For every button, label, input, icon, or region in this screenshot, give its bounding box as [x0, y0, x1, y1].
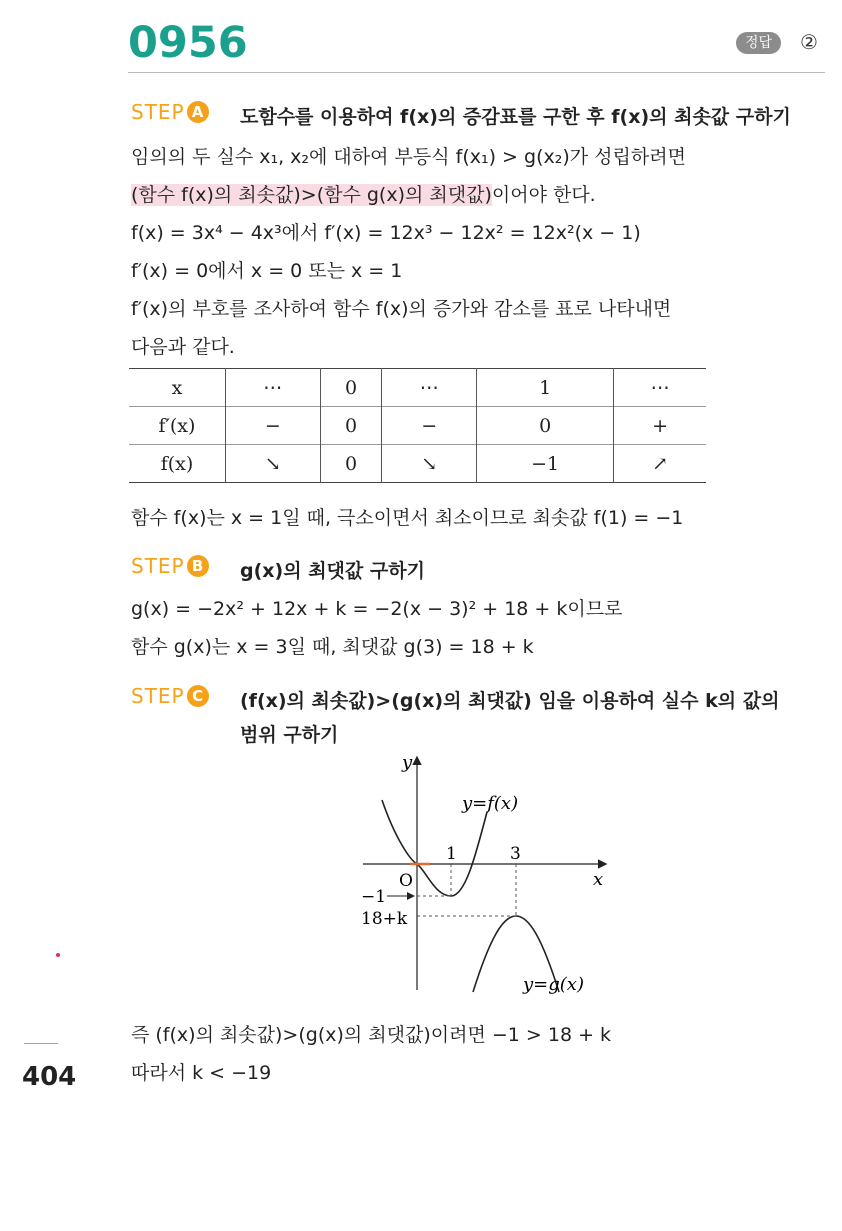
- step-c-title-2: 범위 구하기: [240, 724, 339, 746]
- decorative-dot: [56, 953, 60, 957]
- step-b-line-1: g(x) = −2x² + 12x + k = −2(x − 3)² + 18 + k이므로: [131, 598, 623, 620]
- min-value-label: −1: [361, 887, 387, 907]
- table-cell: f(x): [160, 452, 194, 475]
- step-a-line-3: f(x) = 3x⁴ − 4x³에서 f′(x) = 12x³ − 12x² = 12x²(x − 1): [131, 222, 641, 244]
- max-value-label: 18+k: [361, 909, 408, 929]
- step-c-title-1: (f(x)의 최솟값)>(g(x)의 최댓값) 임을 이용하여 실수 k의 값의: [240, 690, 780, 712]
- step-b-label: [131, 554, 209, 578]
- answer-badge: 정답: [736, 32, 781, 54]
- table-cell: −: [382, 407, 477, 445]
- table-cell: ↗: [614, 445, 706, 483]
- table-row: [129, 445, 706, 483]
- table-cell: 0: [477, 407, 614, 445]
- table-cell: ↘: [382, 445, 477, 483]
- table-cell: f′(x): [158, 414, 196, 437]
- problem-number: 0956: [128, 18, 248, 68]
- f-curve-label: y=f(x): [462, 793, 519, 814]
- answer-value: ②: [800, 30, 818, 54]
- table-cell: −1: [477, 445, 614, 483]
- step-word: STEP: [131, 100, 185, 124]
- step-a-conclusion: 함수 f(x)는 x = 1일 때, 극소이면서 최소이므로 최솟값 f(1) = −1: [131, 507, 684, 529]
- step-c-line-2: 따라서 k < −19: [131, 1062, 272, 1084]
- table-cell: 0: [320, 407, 382, 445]
- variation-table: [129, 368, 706, 483]
- table-cell: x: [171, 376, 183, 399]
- step-a-icon: A: [187, 101, 209, 123]
- step-a-title: 도함수를 이용하여 f(x)의 증감표를 구한 후 f(x)의 최솟값 구하기: [240, 106, 791, 128]
- table-cell: +: [614, 407, 706, 445]
- function-graph: [355, 748, 615, 998]
- step-b-icon: B: [187, 555, 209, 577]
- origin-label: O: [399, 871, 413, 891]
- step-a-line-2-suffix: 이어야 한다.: [491, 184, 596, 206]
- table-cell: ⋯: [226, 369, 321, 407]
- highlighted-condition: (함수 f(x)의 최솟값)>(함수 g(x)의 최댓값): [131, 184, 492, 206]
- step-a-line-2: [131, 182, 596, 208]
- step-word: STEP: [131, 554, 185, 578]
- step-a-line-6: 다음과 같다.: [131, 336, 235, 358]
- page-number-rule: [24, 1043, 58, 1044]
- step-c-label: [131, 684, 209, 708]
- table-cell: −: [226, 407, 321, 445]
- step-a-line-5: f′(x)의 부호를 조사하여 함수 f(x)의 증가와 감소를 표로 나타내면: [131, 298, 672, 320]
- table-row: [129, 407, 706, 445]
- tick-1-label: 1: [446, 844, 457, 864]
- y-axis-label: y: [402, 752, 413, 773]
- f-curve: [382, 800, 487, 896]
- step-word: STEP: [131, 684, 185, 708]
- g-curve-label: y=g(x): [523, 974, 584, 995]
- tick-3-label: 3: [510, 844, 521, 864]
- table-cell: 1: [477, 369, 614, 407]
- step-c-line-1: 즉 (f(x)의 최솟값)>(g(x)의 최댓값)이려면 −1 > 18 + k: [131, 1024, 612, 1046]
- table-cell: ⋯: [382, 369, 477, 407]
- table-row: [129, 369, 706, 407]
- step-b-line-2: 함수 g(x)는 x = 3일 때, 최댓값 g(3) = 18 + k: [131, 636, 534, 658]
- x-axis-label: x: [593, 869, 604, 890]
- step-a-line-1: 임의의 두 실수 x₁, x₂에 대하여 부등식 f(x₁) > g(x₂)가 성립하려면: [131, 146, 686, 168]
- step-a-label: [131, 100, 209, 124]
- step-b-title: g(x)의 최댓값 구하기: [240, 560, 425, 582]
- table-cell: 0: [320, 369, 382, 407]
- page-number: 404: [22, 1062, 77, 1092]
- table-cell: ⋯: [614, 369, 706, 407]
- header-rule: [128, 72, 825, 73]
- step-c-icon: C: [187, 685, 209, 707]
- table-cell: 0: [320, 445, 382, 483]
- step-a-line-4: f′(x) = 0에서 x = 0 또는 x = 1: [131, 260, 403, 282]
- table-cell: ↘: [226, 445, 321, 483]
